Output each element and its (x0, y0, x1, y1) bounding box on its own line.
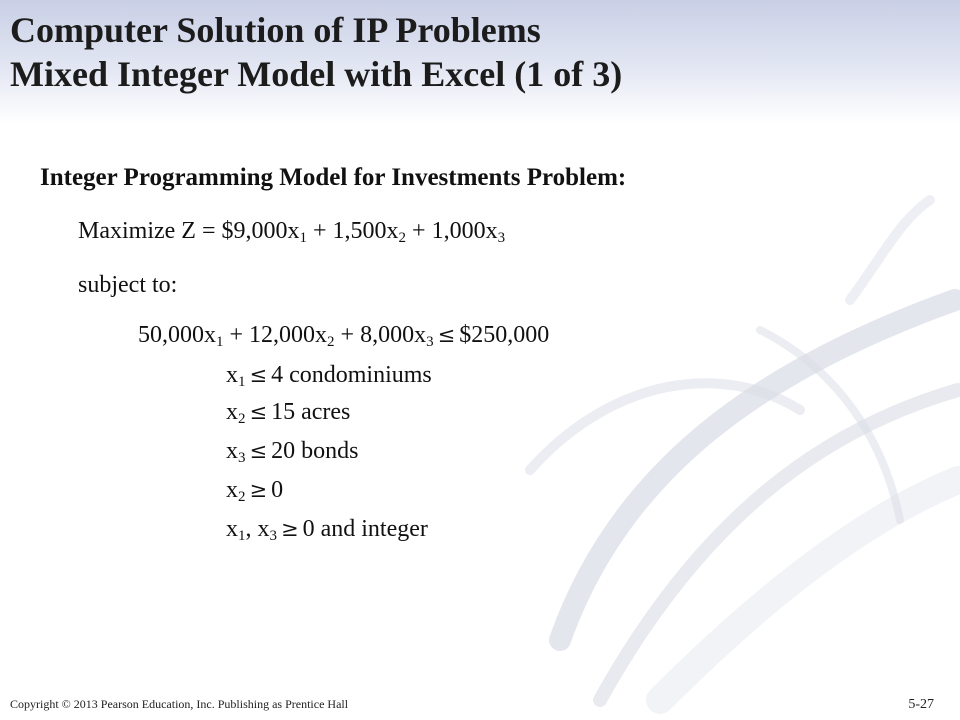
slide-number: 5-27 (908, 697, 934, 712)
c1-symbol: ≤ (437, 323, 456, 347)
c6-mid: , x (245, 516, 270, 542)
c6-symbol: ≥ (281, 517, 299, 541)
c3-sub: 2 (238, 411, 246, 427)
constraint-acres (226, 399, 350, 426)
c3-rhs: 15 acres (271, 399, 351, 425)
constraint-bonds (226, 438, 358, 465)
objective-text-1: Maximize Z = $9,000x (78, 218, 300, 244)
c2-symbol: ≤ (249, 363, 268, 387)
c5-var: x (226, 477, 238, 503)
constraint-nonnegativity-x2 (226, 477, 283, 504)
constraint-condominiums (226, 362, 432, 389)
c6-var-1: x (226, 516, 238, 542)
constraint-integer (226, 516, 428, 543)
c3-var: x (226, 399, 238, 425)
objective-text-3: + 1,000x (406, 218, 498, 244)
c1-sub-1: 1 (216, 334, 224, 350)
constraint-budget (138, 322, 549, 349)
copyright-notice: Copyright © 2013 Pearson Education, Inc. Publishing as Prentice Hall (10, 697, 349, 711)
c3-symbol: ≤ (249, 400, 268, 424)
objective-sub-2: 2 (398, 230, 407, 246)
c1-text-1: 50,000x (138, 322, 216, 348)
c2-sub: 1 (238, 374, 246, 390)
c2-rhs: 4 condominiums (271, 362, 432, 388)
c1-text-2: + 12,000x (223, 322, 328, 348)
c1-sub-2: 2 (327, 334, 335, 350)
c4-symbol: ≤ (249, 439, 268, 463)
c2-var: x (226, 362, 238, 388)
c5-rhs: 0 (271, 477, 284, 503)
slide-title (10, 8, 622, 96)
objective-function (78, 218, 505, 245)
c6-sub-2: 3 (269, 528, 277, 544)
c1-rhs: $250,000 (459, 322, 550, 348)
c1-text-3: + 8,000x (334, 322, 427, 348)
c4-rhs: 20 bonds (271, 438, 359, 464)
title-line-2: Mixed Integer Model with Excel (1 of 3) (10, 54, 623, 94)
model-heading: Integer Programming Model for Investments Problem: (40, 164, 627, 191)
objective-sub-3: 3 (497, 230, 506, 246)
c4-var: x (226, 438, 238, 464)
objective-sub-1: 1 (299, 230, 307, 246)
c1-sub-3: 3 (426, 334, 434, 350)
c6-sub-1: 1 (238, 528, 246, 544)
objective-text-2: + 1,500x (307, 218, 399, 244)
c4-sub: 3 (238, 450, 246, 466)
c5-symbol: ≥ (249, 478, 268, 502)
c5-sub: 2 (238, 489, 246, 505)
subject-to-label: subject to: (78, 272, 178, 298)
title-line-1: Computer Solution of IP Problems (10, 10, 541, 50)
c6-rhs: 0 and integer (302, 516, 428, 542)
